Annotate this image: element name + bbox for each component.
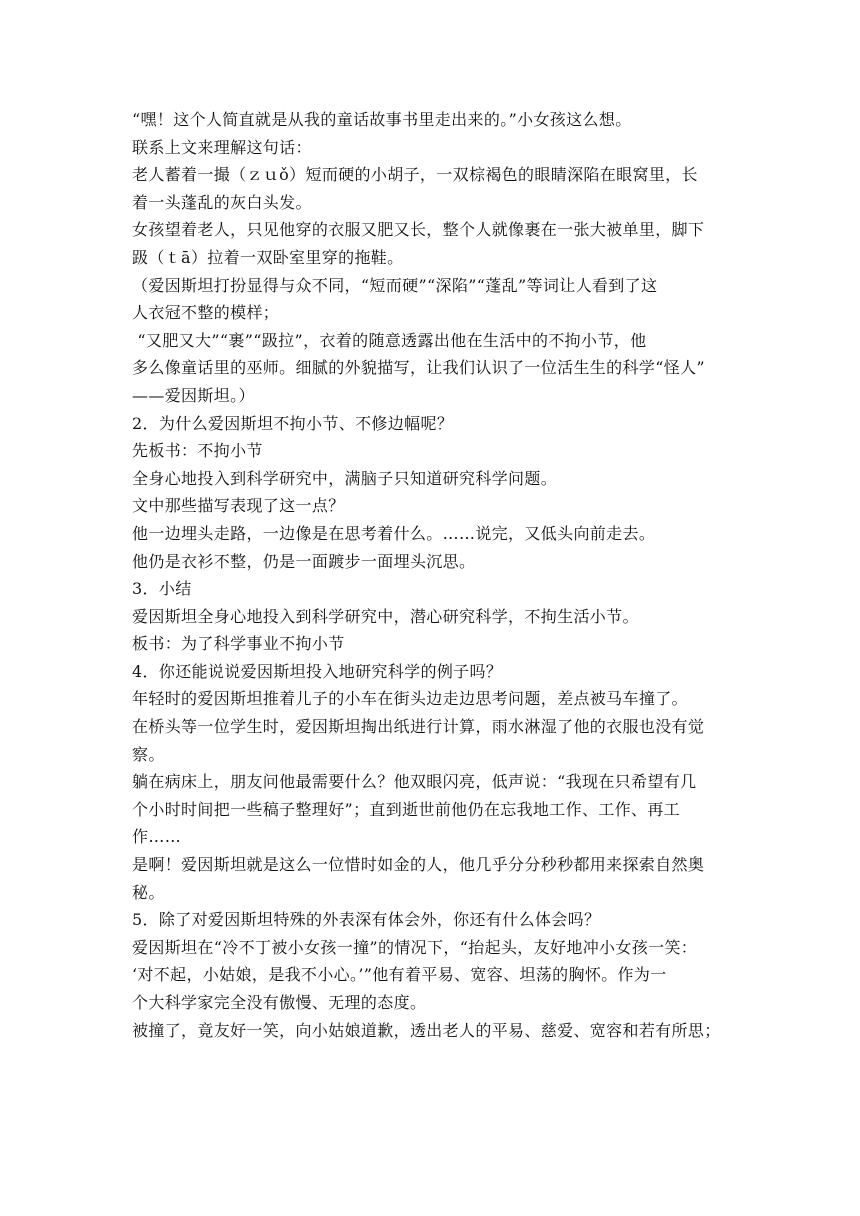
text-line: 女孩望着老人，只见他穿的衣服又肥又长，整个人就像裹在一张大被单里，脚下: [132, 220, 705, 240]
text-line: 文中那些描写表现了这一点？: [132, 496, 345, 516]
text-line: 老人蓄着一撮（ｚｕǒ）短而硬的小胡子，一双棕褐色的眼睛深陷在眼窝里，长: [132, 165, 698, 185]
text-line: 年轻时的爱因斯坦推着儿子的小车在街头边走边思考问题，差点被马车撞了。: [132, 689, 688, 709]
text-line: 先板书：不拘小节: [132, 441, 263, 461]
text-line: 他仍是衣衫不整，仍是一面踱步一面埋头沉思。: [132, 551, 476, 571]
text-line: 全身心地投入到科学研究中，满脑子只知道研究科学问题。: [132, 468, 558, 488]
text-line: 爱因斯坦在“冷不丁被小女孩一撞”的情况下，“抬起头，友好地冲小女孩一笑：: [132, 937, 698, 957]
text-line: ——爱因斯坦。）: [132, 385, 255, 405]
section-heading: 4．你还能说说爱因斯坦投入地研究科学的例子吗？: [132, 661, 503, 681]
text-line: 人衣冠不整的模样；: [132, 303, 280, 323]
text-line: 作……: [132, 827, 182, 847]
document-body: [132, 106, 732, 1044]
text-line: 着一头蓬乱的灰白头发。: [132, 192, 312, 212]
text-line: 他一边埋头走路，一边像是在思考着什么。……说完，又低头向前走去。: [132, 523, 656, 543]
section-heading: 5．除了对爱因斯坦特殊的外表深有体会外，你还有什么体会吗？: [132, 910, 601, 930]
section-heading: 3．小结: [132, 579, 192, 599]
text-line: 被撞了，竟友好一笑，向小姑娘道歉，透出老人的平易、慈爱、宽容和若有所思；: [132, 1020, 721, 1040]
text-line: “又肥又大”“裹”“趿拉”，衣着的随意透露出他在生活中的不拘小节，他: [132, 330, 647, 350]
text-line: 爱因斯坦全身心地投入到科学研究中，潜心研究科学，不拘生活小节。: [132, 606, 639, 626]
text-line: 秘。: [132, 882, 165, 902]
text-line: 个小时时间把一些稿子整理好”；直到逝世前他仍在忘我地工作、工作、再工: [132, 799, 681, 819]
text-line: 联系上文来理解这句话：: [132, 137, 312, 157]
text-line: “嘿！这个人简直就是从我的童话故事书里走出来的。”小女孩这么想。: [132, 110, 632, 129]
text-line: 是啊！爱因斯坦就是这么一位惜时如金的人，他几乎分分秒秒都用来探索自然奥: [132, 855, 705, 875]
text-line: ‘对不起，小姑娘，是我不小心。’”他有着平易、宽容、坦荡的胸怀。作为一: [132, 965, 667, 985]
text-line: 察。: [132, 744, 165, 764]
text-line: （爱因斯坦打扮显得与众不同，“短而硬”“深陷”“蓬乱”等词让人看到了这: [132, 275, 658, 295]
section-heading: 2．为什么爱因斯坦不拘小节、不修边幅呢？: [132, 413, 454, 433]
text-line: 多么像童话里的巫师。细腻的外貌描写，让我们认识了一位活生生的科学“怪人”: [132, 358, 705, 378]
text-line: 个大科学家完全没有傲慢、无理的态度。: [132, 993, 427, 1012]
text-line: 躺在病床上，朋友问他最需要什么？他双眼闪亮，低声说：“我现在只希望有几: [132, 772, 697, 792]
text-line: 趿（ｔā）拉着一双卧室里穿的拖鞋。: [132, 247, 404, 267]
text-line: 板书：为了科学事业不拘小节: [132, 634, 345, 654]
text-line: 在桥头等一位学生时，爱因斯坦掏出纸进行计算，雨水淋湿了他的衣服也没有觉: [132, 717, 705, 737]
